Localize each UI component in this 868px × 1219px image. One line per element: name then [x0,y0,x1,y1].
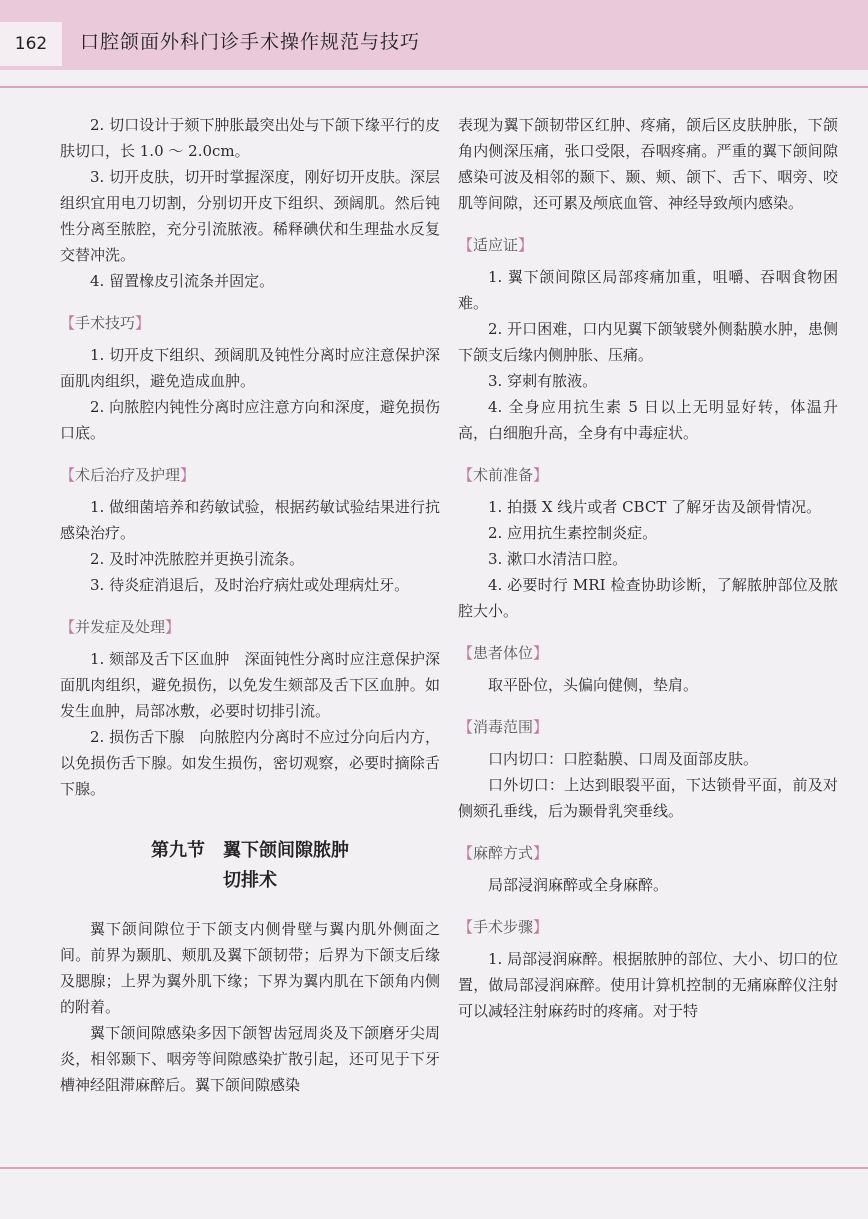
section-heading-indications: 【适应证】 [458,236,534,254]
page-number: 162 [0,22,62,66]
section-heading-position: 【患者体位】 [458,644,549,662]
paragraph: 3. 待炎症消退后，及时治疗病灶或处理病灶牙。 [90,576,410,594]
section-heading-preop: 【术前准备】 [458,466,549,484]
paragraph: 翼下颌间隙感染多因下颌智齿冠周炎及下颌磨牙尖周炎，相邻颞下、咽旁等间隙感染扩散引起，还可见于下牙槽神经阻滞麻醉后。翼下颌间隙感染 [60,1024,440,1094]
section-heading-skills: 【手术技巧】 [60,314,151,332]
paragraph: 3. 穿刺有脓液。 [488,372,598,390]
chapter-title-line: 切排术 [223,870,277,891]
left-column [60,112,440,1098]
paragraph: 局部浸润麻醉或全身麻醉。 [488,876,669,894]
paragraph: 取平卧位，头偏向健侧，垫肩。 [488,676,699,694]
paragraph: 1. 切开皮下组织、颈阔肌及钝性分离时应注意保护深面肌肉组织，避免造成血肿。 [60,346,440,390]
chapter-title [60,836,440,896]
section-heading-complications: 【并发症及处理】 [60,618,181,636]
paragraph: 4. 必要时行 MRI 检查协助诊断，了解脓肿部位及脓腔大小。 [458,576,838,620]
paragraph: 2. 应用抗生素控制炎症。 [488,524,658,542]
footer-divider [0,1167,868,1169]
paragraph: 2. 向脓腔内钝性分离时应注意方向和深度，避免损伤口底。 [60,398,440,442]
paragraph: 2. 切口设计于颏下肿胀最突出处与下颌下缘平行的皮肤切口，长 1.0 ～ 2.0cm。 [60,116,440,160]
paragraph: 口内切口：口腔黏膜、口周及面部皮肤。 [488,750,759,768]
paragraph: 3. 切开皮肤，切开时掌握深度，刚好切开皮肤。深层组织宜用电刀切割，分别切开皮下组织、颈阔肌。然后钝性分离至脓腔，充分引流脓液。稀释碘伏和生理盐水反复交替冲洗。 [60,168,440,264]
paragraph: 口外切口：上达到眼裂平面，下达锁骨平面，前及对侧颏孔垂线，后为颞骨乳突垂线。 [458,776,838,820]
book-title: 口腔颌面外科门诊手术操作规范与技巧 [80,31,421,53]
paragraph: 2. 及时冲洗脓腔并更换引流条。 [90,550,305,568]
paragraph: 1. 颏部及舌下区血肿 深面钝性分离时应注意保护深面肌肉组织，避免损伤，以免发生颏部及舌下区血肿。如发生血肿，局部冰敷，必要时切排引流。 [60,650,440,720]
paragraph: 表现为翼下颌韧带区红肿、疼痛，颌后区皮肤肿胀，下颌角内侧深压痛，张口受限，吞咽疼痛。严重的翼下颌间隙感染可波及相邻的颞下、颞、颊、颌下、舌下、咽旁、咬肌等间隙，还可累及颅底血管、神经导致颅内感染。 [458,116,838,212]
paragraph: 3. 漱口水清洁口腔。 [488,550,628,568]
paragraph: 2. 损伤舌下腺 向脓腔内分离时不应过分向后内方，以免损伤舌下腺。如发生损伤，密切观察，必要时摘除舌下腺。 [60,728,440,798]
section-heading-postop: 【术后治疗及护理】 [60,466,196,484]
right-column [458,112,838,1024]
paragraph: 4. 全身应用抗生素 5 日以上无明显好转，体温升高，白细胞升高，全身有中毒症状。 [458,398,838,442]
section-heading-steps: 【手术步骤】 [458,918,549,936]
chapter-title-line: 第九节 翼下颌间隙脓肿 [151,840,349,861]
paragraph: 2. 开口困难，口内见翼下颌皱襞外侧黏膜水肿，患侧下颌支后缘内侧肿胀、压痛。 [458,320,838,364]
paragraph: 1. 做细菌培养和药敏试验，根据药敏试验结果进行抗感染治疗。 [60,498,440,542]
header-divider [0,86,868,88]
paragraph: 4. 留置橡皮引流条并固定。 [90,272,275,290]
paragraph: 1. 翼下颌间隙区局部疼痛加重，咀嚼、吞咽食物困难。 [458,268,838,312]
section-heading-disinfection: 【消毒范围】 [458,718,549,736]
paragraph: 翼下颌间隙位于下颌支内侧骨壁与翼内肌外侧面之间。前界为颞肌、颊肌及翼下颌韧带；后界为下颌支后缘及腮腺；上界为翼外肌下缘；下界为翼内肌在下颌角内侧的附着。 [60,920,440,1016]
paragraph: 1. 局部浸润麻醉。根据脓肿的部位、大小、切口的位置，做局部浸润麻醉。使用计算机控制的无痛麻醉仪注射可以减轻注射麻药时的疼痛。对于特 [458,950,838,1020]
section-heading-anesthesia: 【麻醉方式】 [458,844,549,862]
paragraph: 1. 拍摄 X 线片或者 CBCT 了解牙齿及颌骨情况。 [488,498,822,516]
